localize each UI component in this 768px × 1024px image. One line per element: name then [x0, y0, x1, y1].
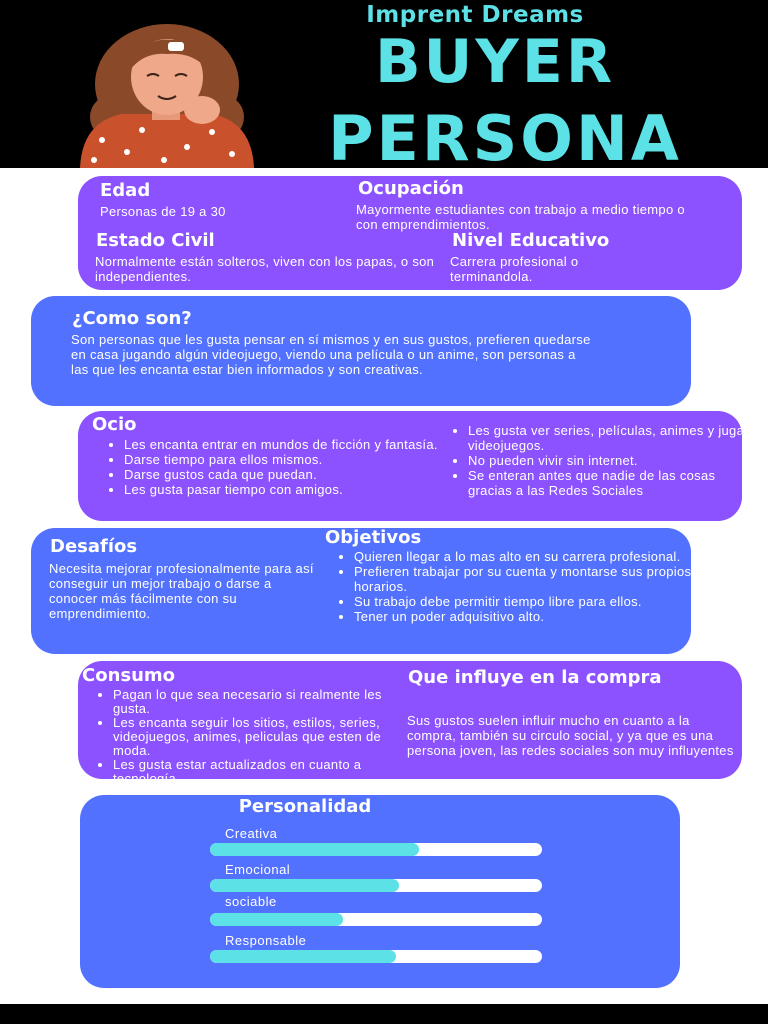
consumo-list: [89, 688, 413, 786]
trait-fill: [210, 913, 343, 926]
desafios-title: Desafíos: [50, 536, 138, 557]
list-item: • Su trabajo debe permitir tiempo libre para ellos.: [354, 594, 709, 609]
edad-text: Personas de 19 a 30: [100, 204, 226, 219]
trait-label-creativa: Creativa: [225, 826, 278, 841]
trait-label-responsable: Responsable: [225, 933, 307, 948]
trait-fill: [210, 950, 396, 963]
nivel-educativo-title: Nivel Educativo: [452, 230, 610, 251]
list-item: • Darse gustos cada que puedan.: [124, 467, 454, 482]
objetivos-title: Objetivos: [325, 527, 422, 548]
ocupacion-title: Ocupación: [358, 178, 464, 199]
trait-label-emocional: Emocional: [225, 862, 291, 877]
woman-portrait-icon: [72, 22, 272, 168]
edad-title: Edad: [100, 180, 151, 201]
influye-text: Sus gustos suelen influir mucho en cuanto a la compra, también su circulo social, y ya que es una persona joven, las redes sociales son muy influyentes: [407, 713, 734, 758]
como-son-text: Son personas que les gusta pensar en sí mismos y en sus gustos, prefieren quedarse en casa jugando algún videojuego, viendo una película o un anime, son personas a las que les encanta estar bien informados y son creativas.: [71, 332, 591, 377]
desafios-text: Necesita mejorar profesionalmente para así conseguir un mejor trabajo o darse a conocer más fácilmente con su emprendimiento.: [49, 561, 314, 621]
list-item: • Les encanta entrar en mundos de ficción y fantasía.: [124, 437, 454, 452]
trait-bar-sociable: [210, 913, 542, 926]
trait-fill: [210, 843, 419, 856]
list-item: • Les gusta pasar tiempo con amigos.: [124, 482, 454, 497]
trait-bar-creativa: [210, 843, 542, 856]
estado-civil-title: Estado Civil: [96, 230, 215, 251]
title-line-2: PERSONA: [328, 102, 682, 175]
personalidad-title: Personalidad: [238, 796, 372, 817]
title-line-1: BUYER: [374, 27, 616, 97]
consumo-title: Consumo: [82, 665, 176, 686]
list-item: • Se enteran antes que nadie de las cosas gracias a las Redes Sociales: [468, 468, 758, 498]
list-item: • Pagan lo que sea necesario si realmente les gusta.: [113, 688, 413, 716]
trait-label-sociable: sociable: [225, 894, 277, 909]
ocio-right-list: [444, 423, 758, 498]
list-item: • Les encanta seguir los sitios, estilos, series, videojuegos, animes, peliculas que esten de moda.: [113, 716, 413, 758]
trait-bar-responsable: [210, 950, 542, 963]
brand-name: Imprent Dreams: [366, 2, 584, 28]
list-item: • Les gusta ver series, películas, animes y jugar videojuegos.: [468, 423, 758, 453]
estado-civil-text: Normalmente están solteros, viven con los papas, o son independientes.: [95, 254, 435, 284]
list-item: • Quieren llegar a lo mas alto en su carrera profesional.: [354, 549, 709, 564]
ocio-left-list: [100, 437, 454, 497]
list-item: • No pueden vivir sin internet.: [468, 453, 758, 468]
trait-fill: [210, 879, 399, 892]
footer-bar: [0, 1004, 768, 1024]
list-item: • Les gusta estar actualizados en cuanto a tecnología: [113, 758, 413, 786]
list-item: • Prefieren trabajar por su cuenta y montarse sus propios horarios.: [354, 564, 709, 594]
list-item: • Tener un poder adquisitivo alto.: [354, 609, 709, 624]
ocupacion-text: Mayormente estudiantes con trabajo a medio tiempo o con emprendimientos.: [356, 202, 685, 232]
nivel-educativo-text: Carrera profesional o terminandola.: [450, 254, 579, 284]
como-son-title: ¿Como son?: [72, 308, 192, 329]
shirt-shape: [80, 114, 254, 168]
list-item: • Darse tiempo para ellos mismos.: [124, 452, 454, 467]
trait-bar-emocional: [210, 879, 542, 892]
ocio-title: Ocio: [92, 414, 137, 435]
influye-title: Que influye en la compra: [408, 667, 662, 688]
objetivos-list: [330, 549, 709, 624]
